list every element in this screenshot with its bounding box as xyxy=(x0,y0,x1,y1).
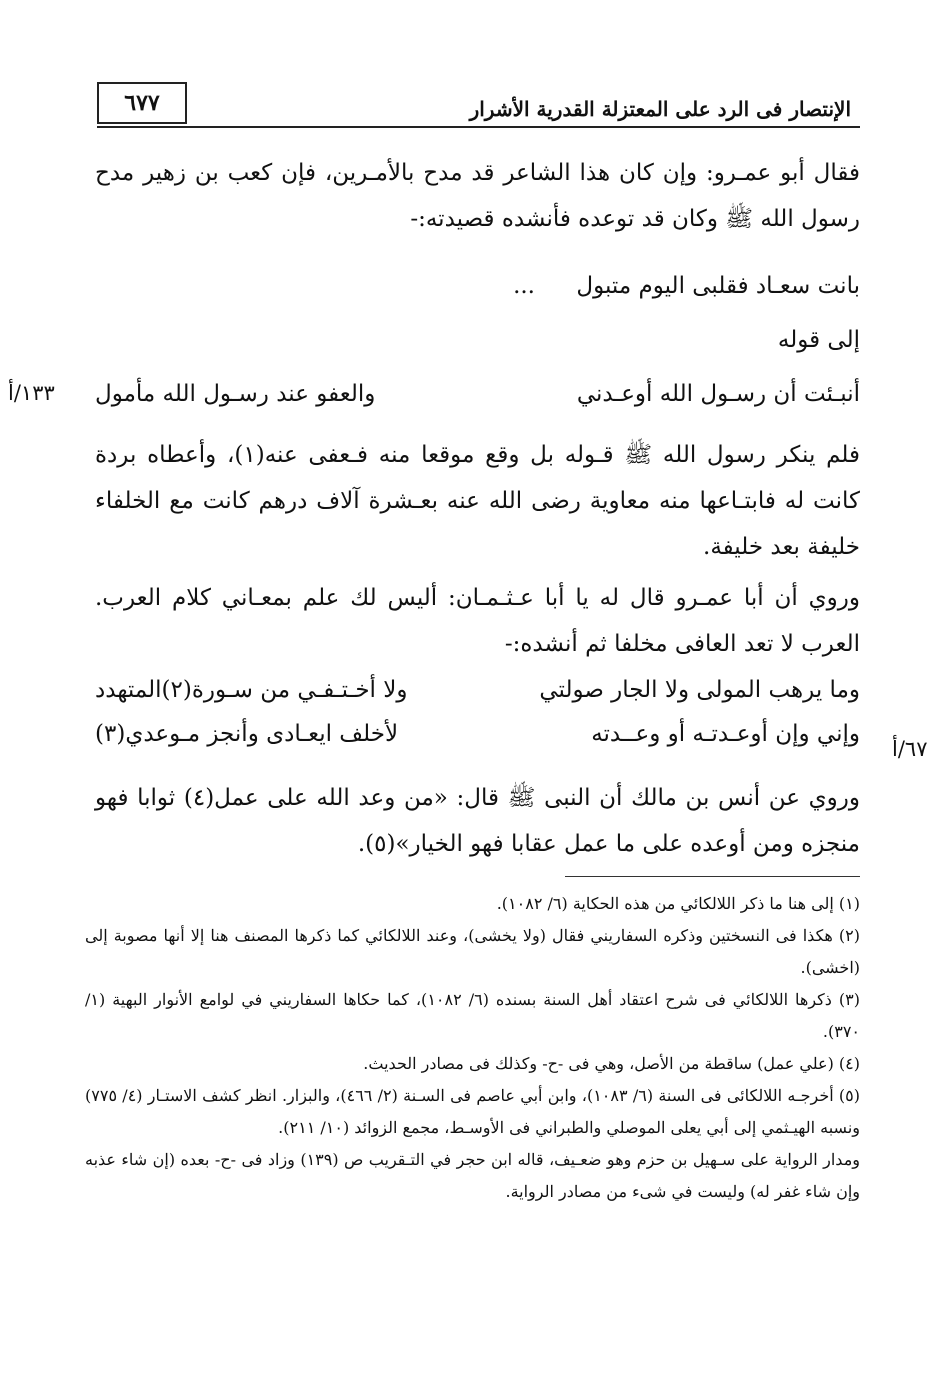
footnote-1: (١) إلى هنا ما ذكر اللالكائي من هذه الحكاية (٦/ ١٠٨٢). xyxy=(496,894,860,913)
margin-folio-note-1: ١٣٣/أ xyxy=(8,381,55,405)
footnote-4: (٤) (علي عمل) ساقطة من الأصل، وهي فى -ح- وكذلك فى مصادر الحديث. xyxy=(363,1054,860,1073)
verse-3-second-hemistich: ولا أخـتـفـي من سـورة(٢)المتهدد xyxy=(95,677,408,703)
footnote-5-continuation: ومدار الرواية على سـهيل بن حزم وهو ضعـيف، قاله ابن حجر في التـقريب ص (١٣٩) وزاد فى -ح- بعده (إن شاء عذبه وإن شاء غفر له) وليست في شىء من مصادر الرواية. xyxy=(85,1150,861,1201)
footnote-2: (٢) هكذا فى النسختين وذكره السفاريني فقال (ولا يخشى)، وعند اللالكائي كما ذكرها المصنف هنا إلا أنها مصوبة إلى (اخشى). xyxy=(85,926,861,977)
verse-4 xyxy=(95,714,860,754)
page-number xyxy=(97,82,187,124)
footnote-5: (٥) أخرجـه اللالكائى فى السنة (٦/ ١٠٨٣)، وابن أبي عاصم فى السـنة (٢/ ٤٦٦)، والبزار. انظر كشف الاستـار (٤/ ٧٧٥) ونسبه الهيـثمي إلى أبي يعلى الموصلي والطبراني فى الأوسـط، مجمع الزوائد (١٠/ ٢١١). xyxy=(85,1086,861,1137)
running-header-title: الإنتصار فى الرد على المعتزلة القدرية الأشرار xyxy=(469,97,851,121)
verse-1 xyxy=(95,266,860,306)
footnote-3: (٣) ذكرها اللالكائي فى شرح اعتقاد أهل السنة بسنده (٦/ ١٠٨٢)، كما حكاها السفاريني في لوامع الأنوار البهية (١/ ٣٧٠). xyxy=(85,990,860,1041)
verse-1-ellipsis: ... xyxy=(513,273,535,299)
verse-2-second-hemistich: والعفو عند رسـول الله مأمول xyxy=(95,381,376,407)
verse-4-first-hemistich: وإني وإن أوعـدتـه أو وعــدته xyxy=(591,721,860,747)
paragraph-4: وروي عن أنس بن مالك أن النبى ﷺ قال: «من وعد الله على عمل(٤) ثوابا فهو منجزه ومن أوعده على ما عمل عقابا فهو الخيار»(٥). xyxy=(95,785,861,857)
header-rule xyxy=(97,126,860,128)
verse-1-first-hemistich: بانت سعـاد فقلبى اليوم متبول xyxy=(576,273,860,299)
paragraph-2: فلم ينكر رسول الله ﷺ قـوله بل وقع موقعا منه فـعفى عنه(١)، وأعطاه بردة كانت له فابتـاعها منه معاوية رضى الله عنه بعـشرة آلاف درهم كانت مع الخلفاء خليفة بعد خليفة. xyxy=(95,442,860,560)
verse-2-first-hemistich: أنبـئت أن رسـول الله أوعـدني xyxy=(576,381,860,407)
paragraph-3: وروي أن أبا عمـرو قال له يا أبا عـثـمـان: أليس لك علم بمعـاني كلام العرب. العرب لا تعد العافى مخلفا ثم أنشده:- xyxy=(95,585,860,657)
verse-2 xyxy=(95,374,860,414)
verse-3-first-hemistich: وما يرهب المولى ولا الجار صولتي xyxy=(539,677,860,703)
ila-qawlihi: إلى قوله xyxy=(777,327,860,353)
page-number-text: ٦٧٧ xyxy=(124,90,160,116)
verse-3 xyxy=(95,670,860,710)
verse-4-second-hemistich: لأخلف ايعـادى وأنجز مـوعدي(٣) xyxy=(95,721,399,747)
margin-folio-note-2: ٦٧/أ xyxy=(892,737,928,761)
paragraph-1: فقال أبو عمـرو: وإن كان هذا الشاعر قد مدح بالأمـرين، فإن كعب بن زهير مدح رسول الله ﷺ وكان قد توعده فأنشده قصيدته:- xyxy=(95,160,860,232)
footnotes xyxy=(85,888,860,1208)
footnote-separator xyxy=(565,876,860,877)
